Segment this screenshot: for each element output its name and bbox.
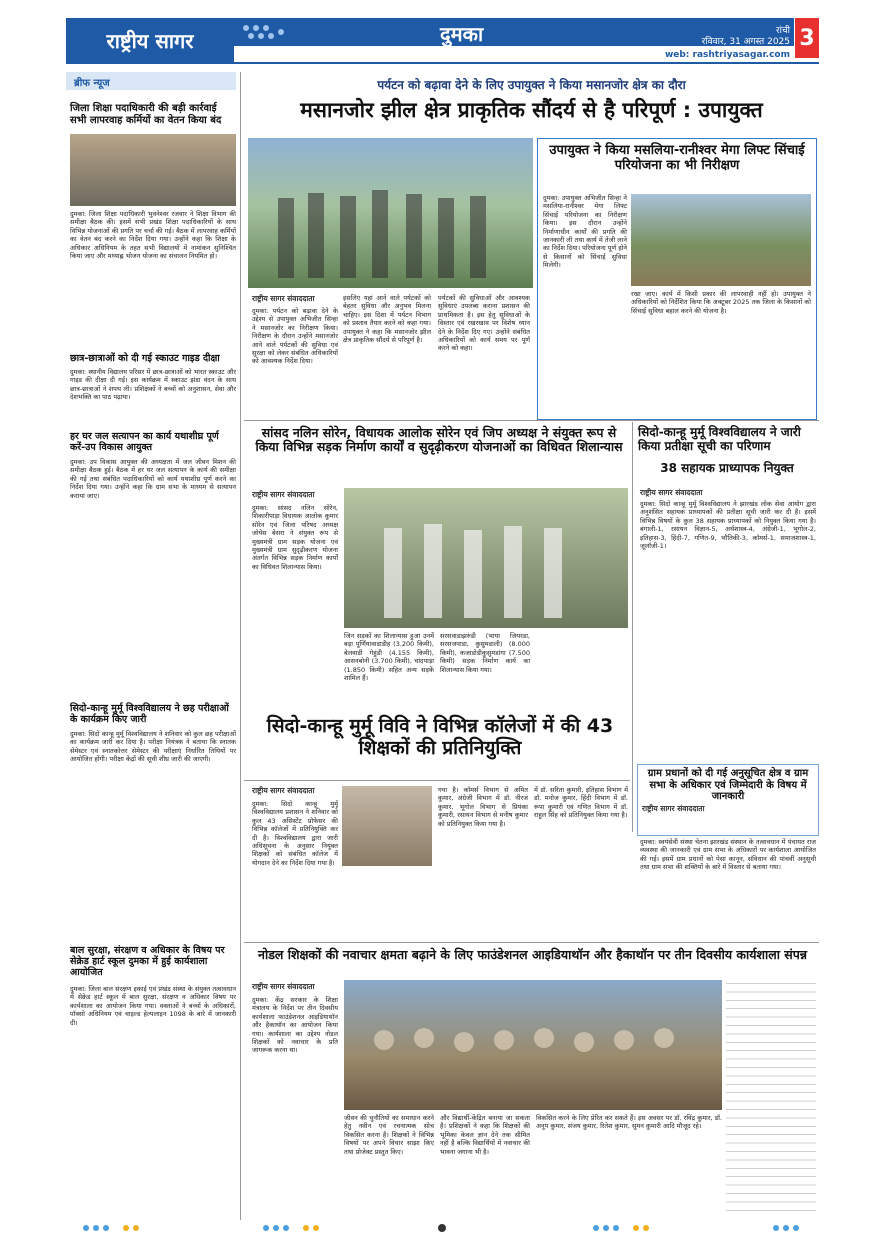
brief-story4-headline: सिदो-कान्हू मुर्मू विश्वविद्यालय ने छह परीक्षाओं के कार्यक्रम किए जारी <box>70 703 229 725</box>
brief-story1-headline: जिला शिक्षा पदाधिकारी की बड़ी कार्रवाई सभी लापरवाह कर्मियों का वेतन किया बंद <box>70 103 222 126</box>
faculty-text-a: दुमका: सिदो कान्हू मुर्मू विश्वविद्यालय प्रशासन ने शनिवार को कुल 43 असिस्टेंट प्रोफेसर की विभिन्न कॉलेजों में प्रतिनियुक्ति कर दी है। विश्वविद्यालय द्वारा जारी अधिसूचना के अनुसार नियुक्त शिक्षकों को संबंधित कॉलेज में योगदान देने का निर्देश दिया गया है। <box>252 800 338 867</box>
sub-story-text: दुमका: उपायुक्त अभिजीत सिन्हा ने मसलिया-रानीश्वर मेगा लिफ्ट सिंचाई परियोजना का निरीक्षण किया। इस दौरान उन्होंने निर्माणाधीन कार्यों की प्रगति की जानकारी ली तथा कार्य में तेजी लाने का निर्देश दिया। परियोजना पूर्ण होने से किसानों को सिंचाई सुविधा मिलेगी। <box>543 194 627 270</box>
gram-headline: ग्राम प्रधानों को दी गई अनुसूचित क्षेत्र व ग्राम सभा के अधिकार एवं जिम्मेदारी के विषय में जानकारी <box>647 768 809 802</box>
column-divider-right <box>632 422 633 832</box>
gram-text: दुमका: स्वयंसेवी संस्था चेतना झारखंड संस्थान के तत्वावधान में पंचायत राज व्यवस्था की जानकारी एवं ग्राम सभा के अधिकारों पर कार्यशाला आयोजित की गई। इसमें ग्राम प्रधानों को पेसा कानून, संविधान की पांचवीं अनुसूची तथा ग्राम सभा की शक्तियों के बारे में विस्तार से बताया गया। <box>640 838 816 872</box>
mid-story-text-b: जिन सड़कों का शिलान्यास हुआ उनमें बड़ा पूर्णियावाडाडीह (3.200 किमी), बेलवाडी गेहुंडी (4.155 किमी), आसनबोनी (3.700 किमी), चांदपाड़ा (1.850 किमी) सहित अन्य सड़कें शामिल हैं। <box>344 632 434 683</box>
workshop-photo <box>344 980 722 1110</box>
brief-story1-text: दुमका: जिला शिक्षा पदाधिकारी भुवनेश्वर रजवार ने शिक्षा विभाग की समीक्षा बैठक की। इसमें सभी प्रखंड शिक्षा पदाधिकारियों के साथ विभिन्न योजनाओं की प्रगति पर चर्चा की गई। बैठक में लापरवाह कर्मियों का वेतन बंद करने का निर्देश दिया गया। उन्होंने कहा कि शिक्षा के अधिकार अधिनियम के तहत सभी विद्यालयों में नामांकन सुनिश्चित किया जाए और मध्याह्न भोजन योजना का संचालन नियमित हो। <box>70 210 236 261</box>
right-city: रांची <box>775 26 790 36</box>
edition-city: दुमका <box>440 22 484 46</box>
faculty-rule <box>244 780 630 781</box>
gram-byline: राष्ट्रीय सागर संवाददाता <box>642 804 705 813</box>
brief-story4-text: दुमका: सिदो कान्हू मुर्मू विश्वविद्यालय ने शनिवार को कुल छह परीक्षाओं का कार्यक्रम जारी कर दिया है। परीक्षा नियंत्रक ने बताया कि स्नातक सेमेस्टर एवं स्नातकोत्तर सेमेस्टर की परीक्षाएं निर्धारित तिथियों पर आयोजित होंगी। परीक्षा केंद्रों की सूची शीघ्र जारी की जाएगी। <box>70 730 236 764</box>
univ-list-byline: राष्ट्रीय सागर संवाददाता <box>640 488 703 497</box>
brief-story2-text: दुमका: स्थानीय विद्यालय परिसर में छात्र-छात्राओं को भारत स्काउट और गाइड की दीक्षा दी गई। इस कार्यक्रम में स्काउट झंडा वंदन के साथ छात्र-छात्राओं ने शपथ ली। प्रशिक्षकों ने बच्चों को अनुशासन, सेवा और देशभक्ति का पाठ पढ़ाया। <box>70 368 236 402</box>
column-divider <box>240 72 241 1220</box>
footer-decoration-icon <box>66 1223 819 1233</box>
top-story-text-a: दुमका: पर्यटन को बढ़ावा देने के उद्देश्य से उपायुक्त अभिजीत सिन्हा ने मसानजोर का निरीक्षण किया। निरीक्षण के दौरान उन्होंने मसानजोर आने वाले पर्यटकों की सुविधा एवं सुरक्षा को लेकर संबंधित अधिकारियों को आवश्यक निर्देश दिया। <box>252 307 338 366</box>
website[interactable]: web: rashtriyasagar.com <box>664 50 790 60</box>
top-story-kicker: पर्यटन को बढ़ावा देने के लिए उपायुक्त ने किया मसानजोर क्षेत्र का दौरा <box>377 78 686 92</box>
univ-list-sub: 38 सहायक प्राध्यापक नियुक्त <box>660 461 794 475</box>
paper-name: राष्ट्रीय सागर <box>106 28 194 53</box>
top-story-headline: मसानजोर झील क्षेत्र प्राकृतिक सौंदर्य से है परिपूर्ण : उपायुक्त <box>300 98 763 122</box>
header-meta <box>690 26 790 48</box>
sub-story-photo <box>631 194 811 286</box>
section-divider <box>244 420 819 421</box>
mid-story-text-c: सरसवाडाझरुंडी (भाया जियरडा, सरसजपाडा, कुसुमडाली) (8.000 किमी), कजाडोडीकुसुमडांगा (7.500 किमी) सड़क निर्माण कार्य का शिलान्यास किया गया। <box>440 632 530 674</box>
workshop-text-d: विकसित करने के लिए प्रेरित कर सकते हैं। इस अवसर पर डॉ. रविंद्र कुमार, डॉ. अनूप कुमार, संजय कुमार, रितेश कुमार, सुमन कुमारी आदि मौजूद रहे। <box>536 1114 722 1131</box>
page-number: 3 <box>795 18 819 58</box>
faculty-byline: राष्ट्रीय सागर संवाददाता <box>252 786 315 795</box>
header-rule <box>66 62 819 64</box>
mid-story-headline: सांसद नलिन सोरेन, विधायक आलोक सोरेन एवं जिप अध्यक्ष ने संयुक्त रूप से किया विभिन्न सड़क निर्माण कार्यों व सुदृढ़ीकरण योजनाओं का विधिवत शिलान्यास <box>255 425 623 455</box>
decorative-dots-icon <box>240 22 300 42</box>
brief-label-bar <box>66 72 236 90</box>
brief-story5-text: दुमका: जिला बाल संरक्षण इकाई एवं प्रखंड संस्था के संयुक्त तत्वावधान में सेक्रेड हार्ट स्कूल में बाल सुरक्षा, संरक्षण व अधिकार विषय पर कार्यशाला का आयोजन किया गया। वक्ताओं ने बच्चों के अधिकारों, पॉक्सो अधिनियम एवं चाइल्ड हेल्पलाइन 1098 के बारे में जानकारी दी। <box>70 985 236 1027</box>
univ-list-headline: सिदो-कान्हू मुर्मू विश्वविद्यालय ने जारी किया प्रतीक्षा सूची का परिणाम <box>638 425 801 453</box>
faculty-headline: सिदो-कान्हू मुर्मू विवि ने विभिन्न कॉलेजों में की 43 शिक्षकों की प्रतिनियुक्ति <box>266 715 614 759</box>
mid-story-photo <box>344 488 628 628</box>
top-story-photo <box>248 138 533 288</box>
masthead-logo <box>66 18 234 62</box>
mid-story-byline: राष्ट्रीय सागर संवाददाता <box>252 490 315 499</box>
workshop-text-a: दुमका: केंद्र सरकार के शिक्षा मंत्रालय के निर्देश पर तीन दिवसीय कार्यशाला फाउंडेशनल आइडियाथॉन और हैकाथॉन का आयोजन किया गया। कार्यशाला का उद्देश्य नोडल शिक्षकों को नवाचार के प्रति जागरूक करना था। <box>252 996 338 1055</box>
workshop-group-icon <box>344 980 722 1110</box>
faculty-text-c: में डॉ. सरिता कुमारी, इतिहास विभाग में डॉ. मनोज कुमार, हिंदी विभाग में डॉ. रूपा कुमारी एवं गणित विभाग में डॉ. राहुल सिंह को प्रतिनियुक्त किया गया है। <box>534 786 628 820</box>
sub-story-headline: उपायुक्त ने किया मसलिया-रानीश्वर मेगा लिफ्ट सिंचाई परियोजना का भी निरीक्षण <box>549 143 805 173</box>
top-story-byline: राष्ट्रीय सागर संवाददाता <box>252 294 315 303</box>
sub-story-text2: रखा जाए। कार्य में किसी प्रकार की लापरवाही नहीं हो। उपायुक्त ने अधिकारियों को निर्देशित किया कि अक्टूबर 2025 तक जिला के किसानों को सिंचाई सुविधा बहाल करने की योजना है। <box>631 290 811 315</box>
top-story-text-b: इसलिए यहां आने वाले पर्यटकों को बेहतर सुविधा और अनुभव मिलना चाहिए। इस दिशा में पर्यटन विभाग को प्रस्ताव तैयार करने को कहा गया। उपायुक्त ने कहा कि मसानजोर झील क्षेत्र प्राकृतिक सौंदर्य से परिपूर्ण है। <box>343 294 431 345</box>
mid-story-text-a: दुमका: सांसद नलिन सोरेन, शिकारीपाड़ा विधायक आलोक कुमार सोरेन एवं जिला परिषद अध्यक्ष जोयेस बेसरा ने संयुक्त रूप से मुख्यमंत्री ग्राम सड़क योजना एवं मुख्यमंत्री ग्राम सुदृढ़ीकरण योजना अंतर्गत विभिन्न सड़क निर्माण कार्यों का विधिवत शिलान्यास किया। <box>252 504 338 571</box>
brief-story3-text: दुमका: उप विकास आयुक्त की अध्यक्षता में जल जीवन मिशन की समीक्षा बैठक हुई। बैठक में हर घर जल सत्यापन के कार्य की समीक्षा की गई तथा संबंधित पदाधिकारियों को कार्य यथाशीघ्र पूर्ण करने का निर्देश दिया गया। उन्होंने कहा कि ग्राम सभा के माध्यम से सत्यापन कराया जाए। <box>70 458 236 500</box>
workshop-text-b: जीवन की चुनौतियों का समाधान करने हेतु नवीन एवं रचनात्मक सोच विकसित करना है। शिक्षकों ने विभिन्न विषयों पर अपने विचार साझा किए तथा प्रोजेक्ट प्रस्तुत किए। <box>344 1114 434 1156</box>
section-divider-2 <box>244 942 819 943</box>
faculty-text-b: गया है। कॉमर्स विभाग से अमित कुमार, अंग्रेजी विभाग में डॉ. नीरज कुमार, भूगोल विभाग से प्रियंका कुमारी, रसायन विभाग से मनीष कुमार को प्रतिनियुक्त किया गया है। <box>438 786 528 828</box>
brief-story1-photo <box>70 134 236 206</box>
brief-story5-headline: बाल सुरक्षा, संरक्षण व अधिकार के विषय पर सेक्रेड हार्ट स्कूल दुमका में हुई कार्यशाला आयोजित <box>70 945 225 978</box>
group-photo-icon <box>248 138 533 288</box>
faculty-photo <box>342 786 432 866</box>
top-story-text-c: पर्यटकों की सुविधाओं और आवश्यक सुविधाएं उपलब्ध कराना प्रशासन की प्राथमिकता है। इस हेतु सुविधाओं के विस्तार एवं रखरखाव पर विशेष ध्यान देने के निर्देश दिए गए। उन्होंने संबंधित अधिकारियों को कार्य समय पर पूर्ण करने को कहा। <box>438 294 530 353</box>
workshop-byline: राष्ट्रीय सागर संवाददाता <box>252 982 315 991</box>
brief-story2-headline: छात्र-छात्राओं को दी गई स्काउट गाइड दीक्षा <box>70 353 220 364</box>
workshop-headline: नोडल शिक्षकों की नवाचार क्षमता बढ़ाने के लिए फाउंडेशनल आइडियाथॉन और हैकाथॉन पर तीन दिवसीय कार्यशाला संपन्न <box>258 947 807 962</box>
brief-label: ब्रीफ न्यूज <box>74 78 110 89</box>
workshop-text-c: और विद्यार्थी-केंद्रित बनाया जा सकता है। प्रशिक्षकों ने कहा कि शिक्षकों की भूमिका केवल ज्ञान देने तक सीमित नहीं है बल्कि विद्यार्थियों में नवाचार की भावना जगाना भी है। <box>440 1114 530 1156</box>
ceremony-photo-icon <box>344 488 628 628</box>
issue-date: रविवार, 31 अगस्त 2025 <box>701 37 790 47</box>
univ-list-text: दुमका: सिदो कान्हू मुर्मू विश्वविद्यालय ने झारखंड लोक सेवा आयोग द्वारा अनुशंसित सहायक प्राध्यापकों की प्रतीक्षा सूची जारी कर दी है। इसमें विभिन्न विषयों के कुल 38 सहायक प्राध्यापकों को नियुक्त किया गया है। बंगाली-1, रसायन विज्ञान-5, अर्थशास्त्र-4, अंग्रेजी-1, भूगोल-2, इतिहास-3, हिंदी-7, गणित-9, भौतिकी-3, कॉमर्स-1, समाजशास्त्र-1, जूलॉजी-1। <box>640 500 816 551</box>
workshop-text-col-right <box>726 980 816 1218</box>
brief-story3-headline: हर घर जल सत्यापन का कार्य यथाशीघ्र पूर्ण करें-उप विकास आयुक्त <box>70 431 219 453</box>
